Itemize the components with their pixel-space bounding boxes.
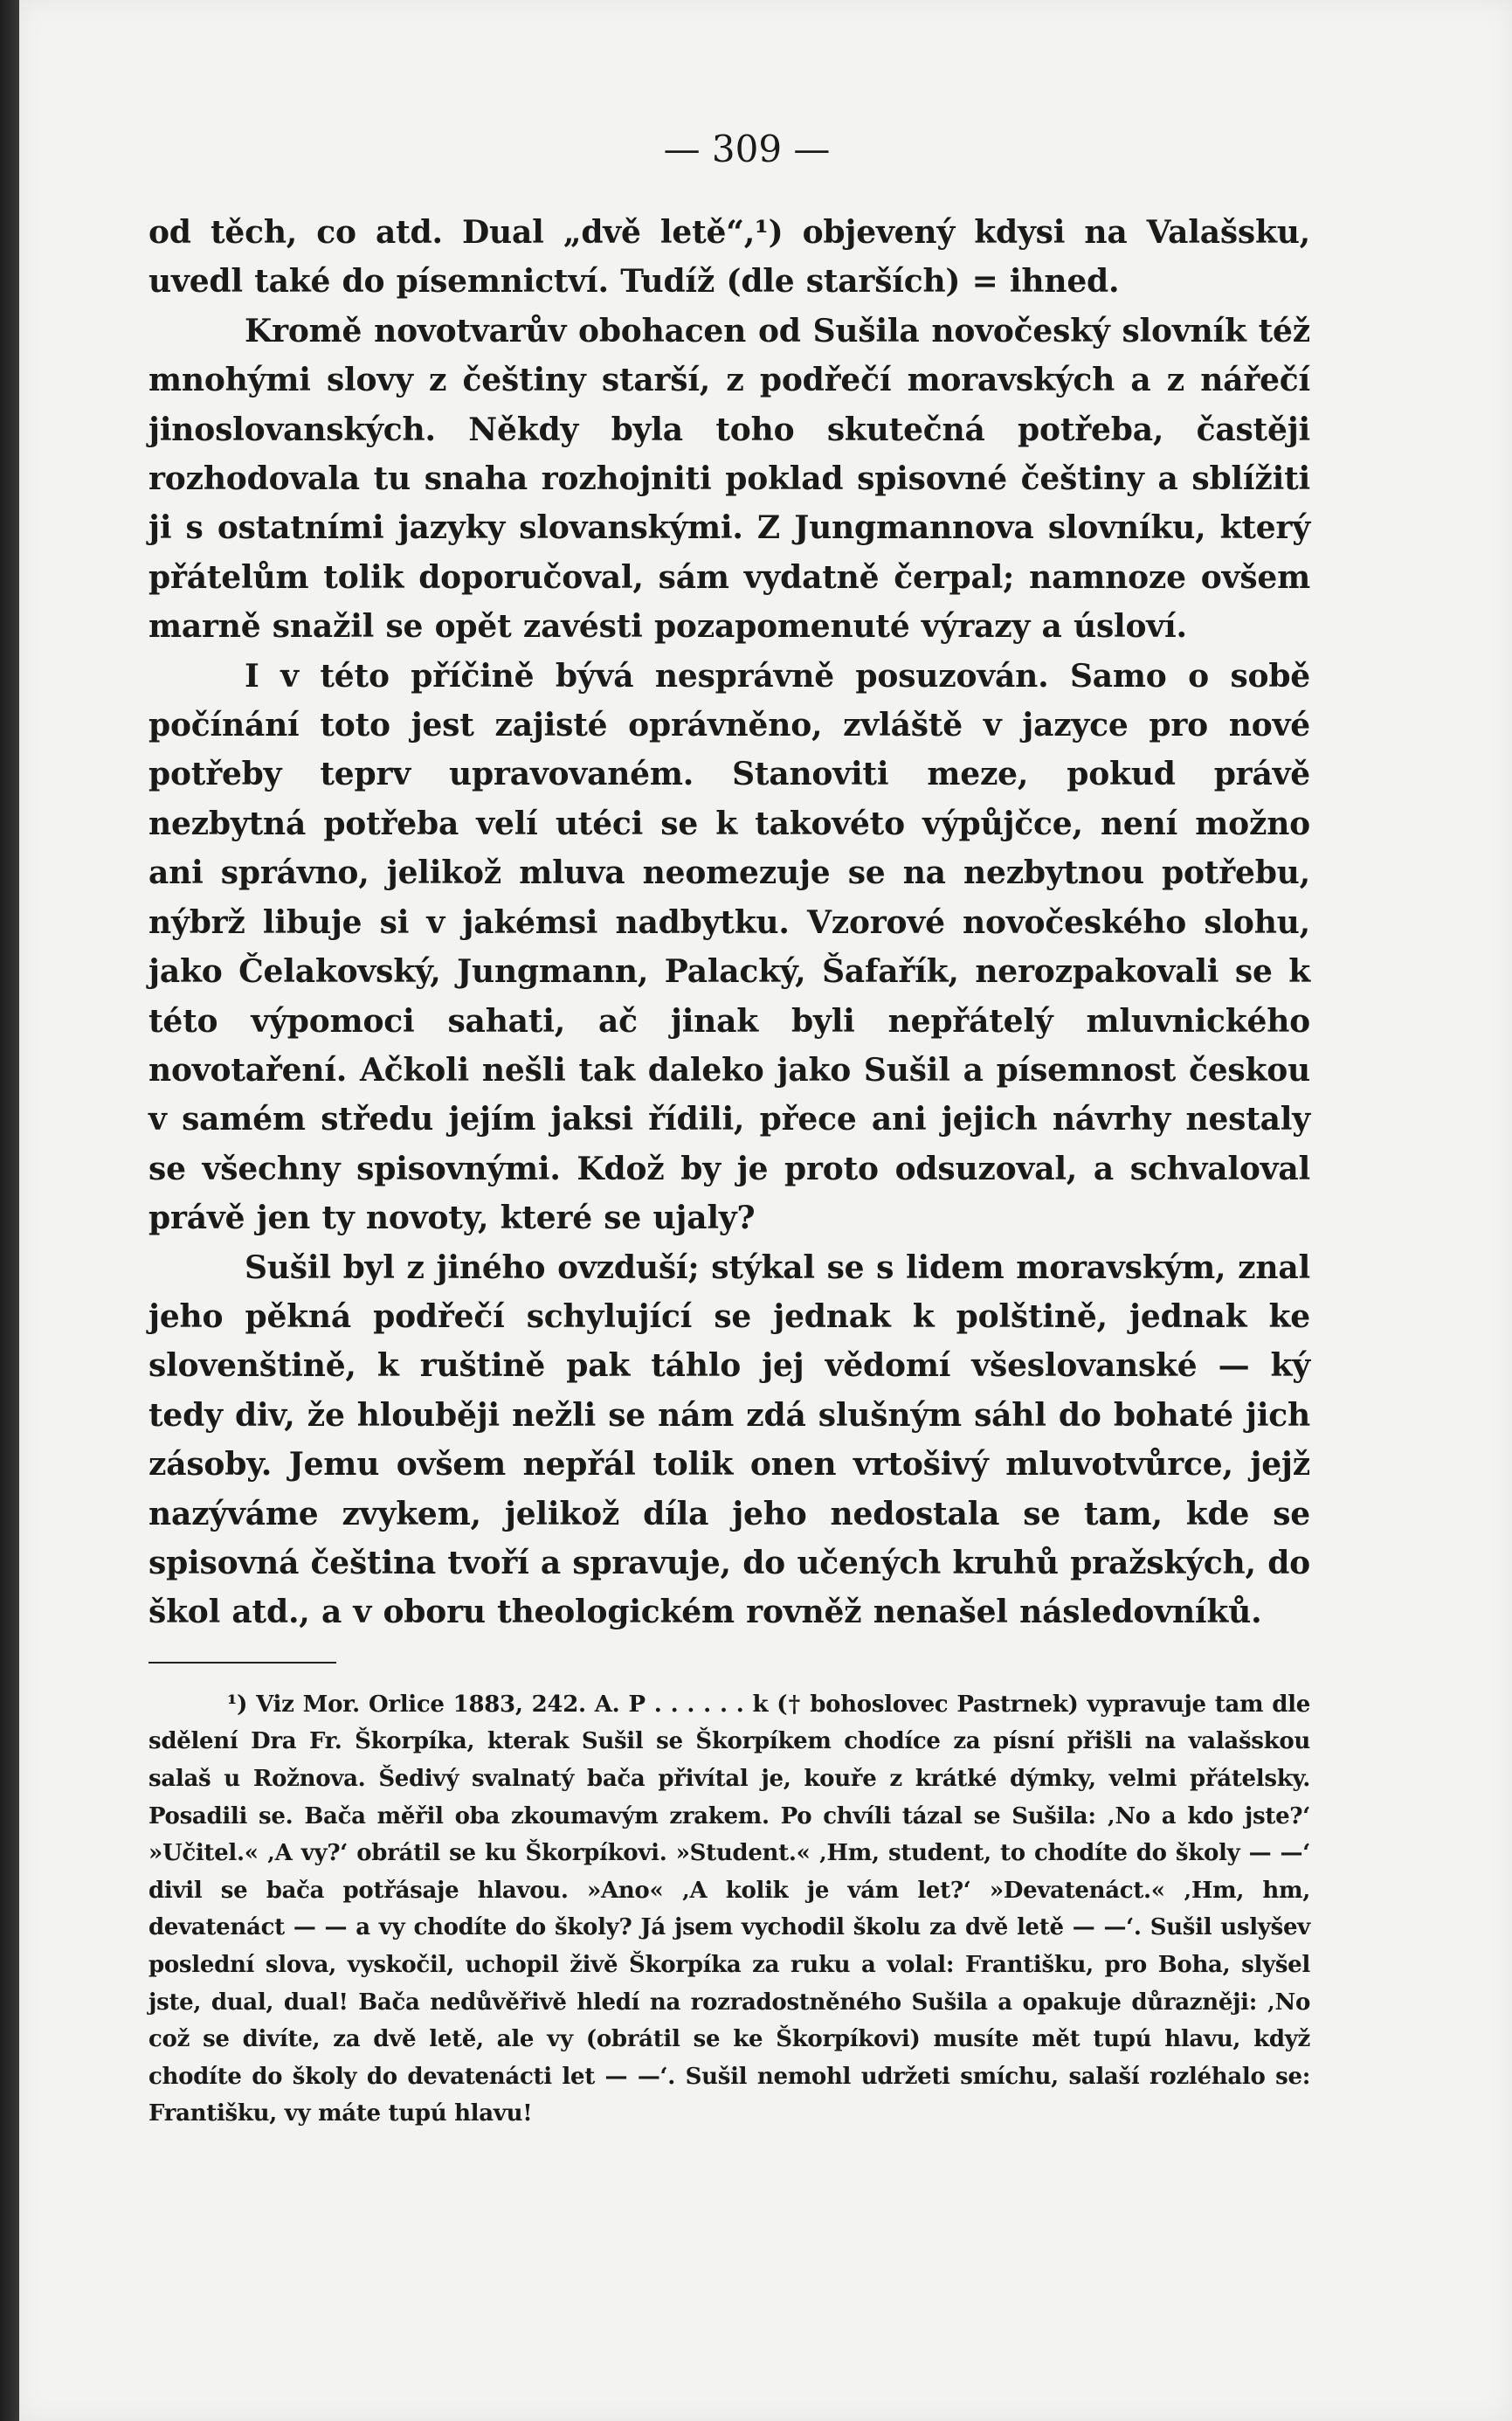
book-page [19,0,1512,2421]
paragraph-1: od těch, co atd. Dual „dvě letě“,¹) objevený kdysi na Valašsku, uvedl také do písemnictví. Tudíž (dle starších) = ihned. [148,214,1310,301]
page-edge-shadow [0,0,19,2421]
paragraph-4: Sušil byl z jiného ovzduší; stýkal se s lidem moravským, znal jeho pěkná podřečí schylující se jednak k polštině, jednak ke slovenštině, k ruštině pak táhlo jej vědomí všeslovanské — ký tedy div, že hlouběji nežli se nám zdá slušným sáhl do bohaté jich zásoby. Jemu ovšem nepřál tolik onen vrtošivý mluvotvůrce, jejž nazýváme zvykem, jelikož díla jeho nedostala se tam, kde se spisovná čeština tvoří a spravuje, do učených kruhů pražských, do škol atd., a v oboru theologickém rovněž nenašel následovníků. [148,1249,1310,1631]
paragraph-2: Kromě novotvarův obohacen od Sušila novočeský slovník též mnohými slovy z češtiny starší, z podřečí moravských a z nářečí jinoslovanských. Někdy byla toho skutečná potřeba, častěji rozhodovala tu snaha rozhojniti poklad spisovné češtiny a sblížiti ji s ostatními jazyky slovanskými. Z Jungmannova slovníku, který přátelům tolik doporučoval, sám vydatně čerpal; namnoze ovšem marně snažil se opět zavésti pozapomenuté výrazy a úsloví. [148,312,1310,646]
footnote-divider [148,1662,336,1664]
page-content [148,128,1310,2133]
page-number: — 309 — [663,128,831,170]
paragraph-3: I v této příčině bývá nesprávně posuzován. Samo o sobě počínání toto jest zajisté oprávněno, zvláště v jazyce pro nové potřeby teprv upravovaném. Stanoviti meze, pokud právě nezbytná potřeba velí utéci se k takovéto výpůjčce, není možno ani správno, jelikož mluva neomezuje se na nezbytnou potřebu, nýbrž libuje si v jakémsi nadbytku. Vzorové novočeského slohu, jako Čelakovský, Jungmann, Palacký, Šafařík, nerozpakovali se k této výpomoci sahati, ač jinak byli nepřátelý mluvnického novotaření. Ačkoli nešli tak daleko jako Sušil a písemnost českou v samém středu jejím jaksi řídili, přece ani jejich návrhy nestaly se všechny spisovnými. Kdož by je proto odsuzoval, a schvaloval právě jen ty novoty, které se ujaly? [148,657,1310,1237]
body-text [148,208,1310,1637]
footnote [148,1686,1310,2133]
footnote-text: ¹) Viz Mor. Orlice 1883, 242. A. P . . . . . . k († bohoslovec Pastrnek) vypravuje tam dle sdělení Dra Fr. Škorpíka, kterak Sušil se Škorpíkem chodíce za písní přišli na valašskou salaš u Rožnova. Šedivý svalnatý bača přivítal je, kouře z krátké dýmky, velmi přátelsky. Posadili se. Bača měřil oba zkoumavým zrakem. Po chvíli tázal se Sušila: ‚No a kdo jste?‘ »Učitel.« ‚A vy?‘ obrátil se ku Škorpíkovi. »Student.« ‚Hm, student, to chodíte do školy — —‘ divil se bača potřásaje hlavou. »Ano« ‚A kolik je vám let?‘ »Devatenáct.« ‚Hm, hm, devatenáct — — a vy chodíte do školy? Já jsem vychodil školu za dvě letě — —‘. Sušil uslyšev poslední slova, vyskočil, uchopil živě Škorpíka za ruku a volal: Františku, pro Boha, slyšel jste, dual, dual! Bača nedůvěřivě hledí na rozradostněného Sušila a opakuje důrazněji: ‚No což se divíte, za dvě letě, ale vy (obrátil se ke Škorpíkovi) musíte mět tupú hlavu, když chodíte do školy do devatenácti let — —‘. Sušil nemohl udržeti smíchu, salaší rozléhalo se: Františku, vy máte tupú hlavu! [148,1691,1310,2127]
